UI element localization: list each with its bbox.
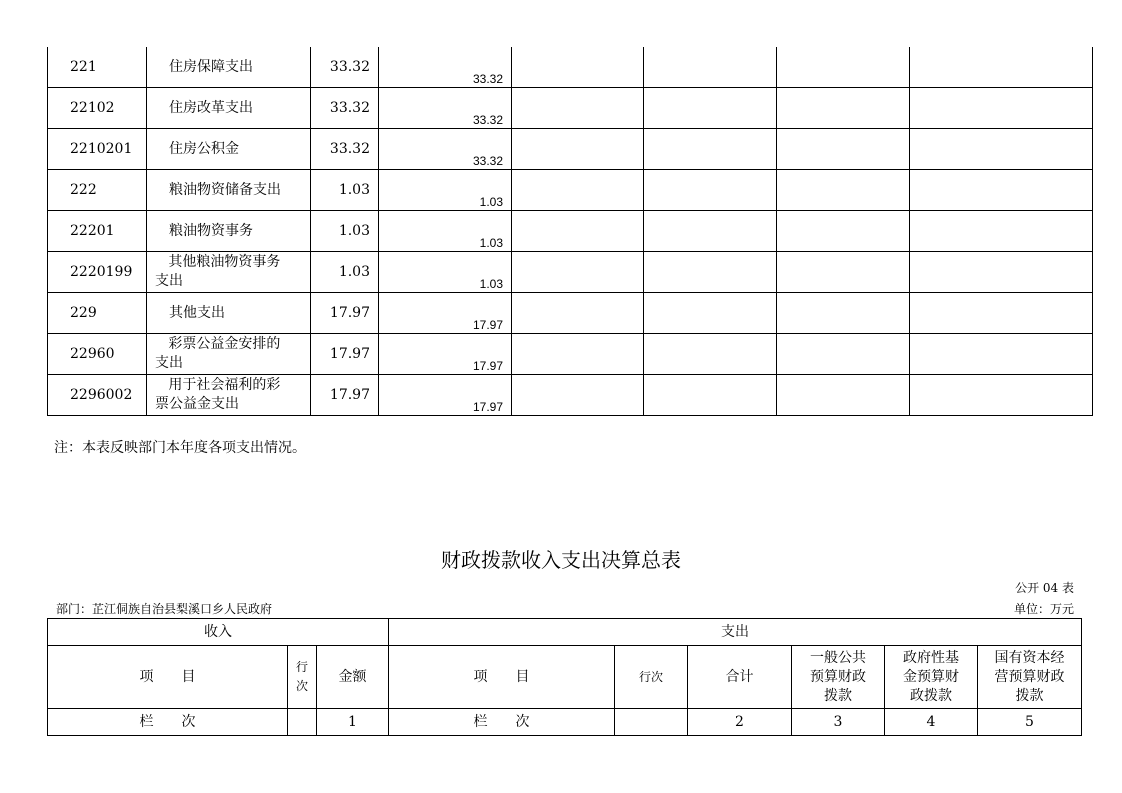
empty-cell	[512, 170, 644, 211]
empty-cell	[644, 375, 777, 416]
income-header: 收入	[48, 619, 389, 646]
table-row	[48, 375, 1093, 416]
empty-cell	[512, 129, 644, 170]
empty-cell	[512, 375, 644, 416]
amount-header: 金额	[317, 646, 389, 709]
empty-cell	[644, 129, 777, 170]
empty-cell	[777, 129, 910, 170]
empty-cell	[910, 334, 1093, 375]
empty-cell	[910, 88, 1093, 129]
empty-cell	[777, 211, 910, 252]
empty-cell	[512, 293, 644, 334]
function-code: 22960	[48, 334, 147, 375]
amount-total: 33.32	[311, 88, 379, 129]
expense-item-header: 项 目	[389, 646, 615, 709]
summary-table	[47, 618, 1082, 736]
empty-cell	[644, 252, 777, 293]
function-name: 粮油物资事务	[147, 211, 311, 252]
function-code: 2220199	[48, 252, 147, 293]
expense-row-no-header: 行次	[615, 646, 688, 709]
department-label: 部门：芷江侗族自治县梨溪口乡人民政府	[56, 602, 273, 616]
empty-cell	[777, 88, 910, 129]
empty-cell	[910, 129, 1093, 170]
empty-cell	[777, 47, 910, 88]
empty-cell	[910, 47, 1093, 88]
empty-cell	[910, 375, 1093, 416]
column-number-5: 5	[978, 709, 1082, 736]
function-name: 其他粮油物资事务 支出	[147, 252, 311, 293]
empty-cell	[910, 252, 1093, 293]
function-name: 住房公积金	[147, 129, 311, 170]
empty-cell	[512, 88, 644, 129]
amount-total: 17.97	[311, 334, 379, 375]
expense-column-index-label: 栏 次	[389, 709, 615, 736]
column-number-1: 1	[317, 709, 389, 736]
table-row	[48, 293, 1093, 334]
income-item-header: 项 目	[48, 646, 288, 709]
amount-basic: 17.97	[379, 293, 512, 334]
function-code: 222	[48, 170, 147, 211]
empty-cell	[910, 293, 1093, 334]
table-row	[48, 252, 1093, 293]
column-number-2: 2	[688, 709, 792, 736]
empty-cell	[777, 170, 910, 211]
empty-cell	[512, 334, 644, 375]
function-code: 22201	[48, 211, 147, 252]
state-capital-header: 国有资本经 营预算财政 拨款	[978, 646, 1082, 709]
amount-total: 33.32	[311, 47, 379, 88]
total-header: 合计	[688, 646, 792, 709]
income-column-index-label: 栏 次	[48, 709, 288, 736]
amount-basic: 1.03	[379, 170, 512, 211]
empty-cell	[644, 211, 777, 252]
function-name: 其他支出	[147, 293, 311, 334]
column-number-3: 3	[792, 709, 885, 736]
amount-total: 33.32	[311, 129, 379, 170]
function-name: 粮油物资储备支出	[147, 170, 311, 211]
empty-cell	[644, 334, 777, 375]
function-name: 住房保障支出	[147, 47, 311, 88]
amount-basic: 17.97	[379, 375, 512, 416]
table-row	[48, 334, 1093, 375]
amount-basic: 1.03	[379, 252, 512, 293]
amount-basic: 17.97	[379, 334, 512, 375]
empty-cell	[644, 47, 777, 88]
function-code: 2296002	[48, 375, 147, 416]
function-name: 彩票公益金安排的 支出	[147, 334, 311, 375]
empty-cell	[615, 709, 688, 736]
function-code: 229	[48, 293, 147, 334]
summary-table-title: 财政拨款收入支出决算总表	[441, 548, 681, 572]
table-row	[48, 170, 1093, 211]
income-row-no-header: 行 次	[288, 646, 317, 709]
general-budget-header: 一般公共 预算财政 拨款	[792, 646, 885, 709]
table-row	[48, 129, 1093, 170]
column-number-4: 4	[885, 709, 978, 736]
function-name: 用于社会福利的彩 票公益金支出	[147, 375, 311, 416]
empty-cell	[644, 293, 777, 334]
amount-total: 17.97	[311, 375, 379, 416]
gov-fund-header: 政府性基 金预算财 政拨款	[885, 646, 978, 709]
expense-header: 支出	[389, 619, 1082, 646]
unit-label: 单位：万元	[1013, 602, 1074, 616]
empty-cell	[512, 211, 644, 252]
amount-basic: 1.03	[379, 211, 512, 252]
amount-basic: 33.32	[379, 88, 512, 129]
function-code: 2210201	[48, 129, 147, 170]
empty-cell	[910, 170, 1093, 211]
function-code: 22102	[48, 88, 147, 129]
table-row	[48, 88, 1093, 129]
amount-total: 1.03	[311, 211, 379, 252]
empty-cell	[512, 252, 644, 293]
expenditure-detail-table	[47, 47, 1093, 416]
empty-cell	[644, 88, 777, 129]
empty-cell	[777, 334, 910, 375]
amount-total: 17.97	[311, 293, 379, 334]
table-row	[48, 47, 1093, 88]
table-number: 公开 04 表	[1015, 581, 1074, 595]
amount-total: 1.03	[311, 252, 379, 293]
empty-cell	[777, 293, 910, 334]
function-code: 221	[48, 47, 147, 88]
empty-cell	[512, 47, 644, 88]
function-name: 住房改革支出	[147, 88, 311, 129]
empty-cell	[910, 211, 1093, 252]
table-row	[48, 211, 1093, 252]
empty-cell	[288, 709, 317, 736]
empty-cell	[644, 170, 777, 211]
empty-cell	[777, 375, 910, 416]
table-note: 注：本表反映部门本年度各项支出情况。	[54, 440, 306, 456]
amount-basic: 33.32	[379, 47, 512, 88]
amount-basic: 33.32	[379, 129, 512, 170]
amount-total: 1.03	[311, 170, 379, 211]
empty-cell	[777, 252, 910, 293]
